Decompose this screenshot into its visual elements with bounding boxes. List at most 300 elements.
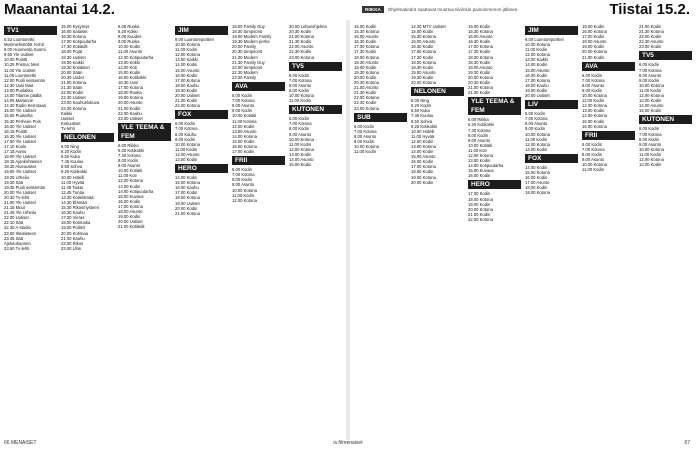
program-line: 23.00 Ilmatieteen [4, 230, 37, 236]
program-line: 15.30 Rikosmysteeri [61, 205, 99, 211]
program-line: 13.00 Kodin [468, 158, 491, 164]
program-line: 21.00 Kauhu [61, 235, 85, 241]
program-line: 14.00 Kodin [175, 62, 198, 68]
program-line: 9.25 Kotikokki [411, 123, 438, 129]
program-line: 19.00 Kodin [118, 214, 141, 220]
program-line: 21.00 Kodin [468, 211, 491, 217]
right-page [354, 24, 692, 432]
program-line: 22.00 Kodin [61, 90, 84, 96]
program-line: 6.50 Kuka [411, 108, 430, 114]
program-line: 21.00 Kodin [118, 105, 141, 111]
program-line: 11.00 Kodin [289, 98, 312, 104]
program-line: 15.00 Asunto [411, 154, 436, 160]
footer-center: is.fi/menaiset [333, 440, 363, 446]
program-line: 14.00 Kodin [411, 149, 434, 155]
program-line: 15.00 Kodin [639, 108, 662, 114]
program-line: 6.20 Kodin [61, 149, 82, 155]
program-line: 15.30 Kotona [468, 29, 493, 35]
program-line: 18.00 Kotiruoka [61, 220, 91, 226]
channel-heading: AVA [232, 82, 285, 91]
program-line: 16.30 Uusi [118, 80, 139, 86]
program-line: 9.00 Asunto [232, 182, 255, 188]
program-line: 19.00 Kotona [411, 174, 436, 180]
program-line: 13.00 Kodin [639, 162, 662, 168]
program-line: 20.00 Uutiset [525, 93, 550, 99]
program-line: 21.00 Modern [232, 54, 258, 60]
program-line: 19.00 Poliisit [61, 225, 85, 231]
program-line: 8.00 Asunto [289, 82, 312, 88]
program-line: 21.00 Kodin [175, 98, 198, 104]
program-line: 23.00 Kotona [289, 54, 314, 60]
program-line: 5.52 Luontoretki: [4, 37, 36, 42]
program-line: 16.00 Asunto [411, 39, 436, 45]
program-line: 23.00 Kauhuelokuva [61, 100, 100, 106]
program-line: 19.00 Asunto [468, 64, 493, 70]
program-line: 9.00 Luontoreportteri [525, 37, 564, 42]
program-line: 10.00 Kotona [639, 146, 664, 152]
program-line: 18.00 Kotona [175, 195, 200, 201]
program-line: 23.00 Ulos [61, 245, 82, 251]
program-line: 11.00 Kodin [232, 192, 255, 198]
program-line: 10.00 Kotona [232, 187, 257, 193]
program-line: 6.05 Ruoka [118, 24, 140, 29]
program-line: 21.30 Kotona [639, 29, 664, 35]
program-line: 22.00 Simpsonit [232, 64, 263, 70]
channel-heading: NELONEN [61, 133, 114, 142]
program-line: 11.00 Kotona [232, 118, 257, 124]
program-line: 8.00 Asunto [525, 121, 548, 127]
program-line: 22.30 Kodin [354, 100, 377, 106]
program-line: 15.30 Perheen Pois [4, 118, 41, 124]
program-line: 11.00 Kodin [525, 136, 548, 142]
program-line: 12.30 Uusi Maa [4, 82, 34, 88]
program-line: 17.00 Kotona [411, 49, 436, 55]
channel-heading: HERO [175, 164, 228, 173]
program-line: 13.00 Puolakka [4, 87, 33, 93]
program-line: 9.00 Asunto [639, 141, 662, 147]
channel-heading: LIV [525, 100, 578, 109]
program-line: 16.00 Kodin [175, 72, 198, 78]
program-line: 19.00 Yle Uutiset [4, 169, 36, 175]
listing-column [175, 24, 228, 432]
program-line: 14.00 Asunto [639, 103, 664, 109]
left-page [4, 24, 344, 432]
program-line: 17.00 Kodin [232, 149, 255, 155]
program-line: 12.00 Kotona [232, 197, 257, 203]
program-line: 17.15 Aamu [4, 149, 27, 155]
program-line: 6.00 Kodin [354, 123, 375, 129]
program-line: 10.00 Kotona [354, 143, 379, 149]
program-line: 10.00 Kotona [525, 131, 550, 137]
program-line: 6.00 Kodin [289, 116, 310, 122]
program-line: 17.30 Kodin [411, 54, 434, 60]
program-line: 15.00 Kodin [118, 69, 141, 75]
program-line: 9.25 Kotikokki [61, 169, 88, 175]
channel-heading: TV1 [4, 26, 57, 35]
program-line: 11.45 Taisto [61, 184, 84, 190]
program-line: 16.00 Kotikokki [118, 74, 147, 80]
program-line: 18.15 Ajankohtainen [4, 159, 42, 165]
program-line: 15.30 Kotona [411, 34, 436, 40]
program-line: 12.00 Kotona [118, 178, 143, 184]
program-line: 6.00 Kodin [582, 72, 603, 78]
program-line: 16.00 Kotona [582, 123, 607, 129]
program-line: 20.00 Kodin [175, 205, 198, 211]
program-line: 12.00 Kotipuutarha [118, 54, 154, 60]
listing-column [289, 24, 342, 432]
program-line: 18.00 Kotona [468, 54, 493, 60]
program-line: 9.00 Kodin [175, 136, 196, 142]
program-line: 21.30 Sään [61, 85, 83, 91]
program-line: 21.00 Kodin [639, 24, 662, 29]
program-line: 10.00 Kotona [289, 136, 314, 142]
program-line: 16.00 Kotona [232, 143, 257, 149]
program-line: 21.30 Kodin [468, 90, 491, 96]
program-line: 23.00 Kotona [354, 105, 379, 111]
program-line: 15.00 Kodin [582, 118, 605, 124]
program-line: 9.00 Kodin [525, 126, 546, 132]
program-line: 6.20 Kodin [411, 103, 432, 109]
program-line: 12.00 Kotona [582, 103, 607, 109]
listing-column [525, 24, 578, 432]
program-line: 17.00 Kotipuutarha [61, 39, 97, 45]
program-line: 13.00 Kaikki [175, 57, 198, 63]
program-line: 19.30 Kotona [354, 69, 379, 75]
program-line: 15.00 Asunto [175, 67, 200, 73]
program-line: 8.00 Kodin [232, 177, 253, 183]
program-line: 17.00 Kodin [582, 34, 605, 40]
program-line: 10.00 Hotelli [61, 174, 85, 180]
channel-heading: FOX [175, 110, 228, 119]
program-line: 20.00 Kotona [468, 206, 493, 212]
program-line: 8.00 Asunto [582, 82, 605, 88]
program-line: 18.00 Kauhu [175, 82, 199, 88]
program-line: 19.30 Kodin [468, 69, 491, 75]
program-line: 14.30 MTV Uutiset [411, 24, 446, 29]
program-line: 15.00 Kuvaus [118, 193, 144, 199]
program-line: 6.20 Kokki [118, 29, 138, 35]
program-line: 17.00 Kotona [525, 77, 550, 83]
program-line: 16.30 Kodin [411, 44, 434, 50]
program-line: 7.00 Kotona [354, 128, 377, 134]
channel-heading: YLE TEEMA & FEM [118, 123, 171, 141]
program-line: 17.00 Kotona [468, 44, 493, 50]
program-line: 13.00 Kodin [175, 156, 198, 162]
program-line: 15.00 Kodin [354, 24, 377, 29]
program-line: 16.00 Kodin [525, 72, 548, 78]
program-line: Kaikki [61, 110, 73, 116]
program-line: 12.00 Kotona [525, 141, 550, 147]
program-line: 19.00 Kodin [525, 87, 548, 93]
program-line: 12.00 Puoli seitsemän [4, 77, 46, 83]
program-line: 18.00 Kotona [468, 196, 493, 202]
program-line: 18.30 Asunto [354, 59, 379, 65]
program-line: 6.00 Kodin [175, 121, 196, 127]
program-line: 10.00 Kotiäiti [468, 142, 493, 148]
program-line: 20.00 Uutiset [118, 219, 143, 225]
program-line: 23.00 Uutiset [118, 115, 143, 121]
program-line: 21.00 Kotiäidit [118, 224, 145, 230]
program-line: 10.00 Hotelli [411, 128, 435, 134]
program-line: 6.00 Huomenta Suomi [4, 47, 46, 53]
channel-heading: YLE TEEMA & FEM [468, 97, 521, 115]
program-line: 18.00 Kodin [525, 185, 548, 191]
program-line: 19.00 Uutiset [175, 200, 200, 206]
program-line: 12.00 Kodin [411, 138, 434, 144]
program-line: 20.30 Kotona [354, 80, 379, 86]
program-line: 11.00 Kodin [289, 141, 312, 147]
program-line: 13.00 Asunto [232, 128, 257, 134]
listing-column [639, 24, 692, 432]
program-line: 19.00 Kodin [354, 64, 377, 70]
program-line: 17.10 Koulu [4, 143, 27, 149]
program-line: 21.45 Yle Urheilu [4, 210, 37, 216]
program-line: 19.00 Asunto [411, 69, 436, 75]
program-line: 10.00 Kotona [525, 42, 550, 48]
program-line: 6.00 Kodin [525, 111, 546, 117]
program-line: 20.00 Yle Uutiset [4, 189, 36, 195]
page-header [0, 0, 696, 20]
left-page-title: Maanantai 14.2. [4, 1, 115, 18]
program-line: 8.00 Asunto [354, 133, 377, 139]
program-line: 17.00 Kodin [468, 191, 491, 197]
program-line: 13.00 Kodin [582, 108, 605, 114]
footer-left: 66 MENAISET [4, 440, 37, 446]
program-line: 7.00 Kotona [289, 77, 312, 83]
program-line: 16.15 Pointti [4, 128, 28, 134]
program-line: 14.30 Radio Kerrotaan [4, 103, 47, 109]
program-line: 15.00 Asunto [525, 67, 550, 73]
program-line: 17.00 Kotona [118, 203, 143, 209]
program-line: 7.00 Kotona [639, 131, 662, 137]
program-line: 10.00 Kotiäiti [232, 113, 257, 119]
program-line: 18.00 Family Guy [232, 24, 265, 29]
program-line: 21.00 Asunto [354, 85, 379, 91]
program-line: 22.00 Kotona [354, 95, 379, 101]
program-line: 18.00 Kotona [354, 54, 379, 60]
program-line: 17.00 Kotona [411, 164, 436, 170]
program-line: 10.00 Kotona [175, 42, 200, 48]
program-line: 23.50 Tv-lehti [4, 245, 30, 251]
program-line: 20.00 Family [232, 44, 256, 50]
program-line: 21.00 Kotona [468, 85, 493, 91]
program-line: 15.00 Kodin [468, 24, 491, 29]
program-line: 16.00 Yle Uutiset [4, 123, 36, 129]
program-line: 7.00 Kotona [289, 121, 312, 127]
program-line: 9.00 Luontoreportteri [175, 37, 214, 42]
program-line: 6.00 Kodin [639, 126, 660, 132]
program-line: 19.00 Modern Family [232, 34, 272, 40]
program-line: 21.15 Muut [4, 205, 25, 211]
program-line: 7.30 Kotona [118, 152, 141, 158]
program-line: 9.00 Kodin [232, 108, 253, 114]
program-line: 15.00 Kotona [175, 180, 200, 186]
banner [362, 6, 519, 13]
channel-heading: TV5 [639, 51, 692, 60]
program-line: 14.00 Asunto [289, 156, 314, 162]
program-line: 22.30 Kodin [289, 49, 312, 55]
program-line: 22.00 Kotona [468, 216, 493, 222]
program-line: 9.00 Ruoka [118, 39, 140, 45]
program-line: 14.00 Kodin [525, 62, 548, 68]
program-line: 19.00 Kodin [582, 44, 605, 50]
program-line: 18.00 Yle Uutiset [4, 154, 36, 160]
program-line: 17.30 Kodin [354, 49, 377, 55]
program-line: 17.00 Kotona [354, 44, 379, 50]
program-line: 22.30 Asunto [639, 39, 664, 45]
program-line: 6.00 Riikka [118, 142, 139, 148]
program-line: 16.00 Kodin [411, 159, 434, 165]
program-line: 8.00 Kodin [289, 126, 310, 132]
program-line: 13.00 Kodin [525, 146, 548, 152]
program-line: Merimiehistöllä. Kohti [4, 42, 44, 48]
program-line: 18.30 Alueuutiset [4, 164, 37, 170]
program-line: 23.45 Sää [4, 235, 24, 241]
program-line: 14.00 Kotona [232, 133, 257, 139]
program-line: 11.00 Kodin [175, 146, 198, 152]
program-line: 7.45 Kuuluu [411, 113, 434, 119]
program-line: 20.00 Kotimaa [61, 230, 89, 236]
program-line: 17.00 Vieras [61, 215, 85, 221]
program-line: 6.00 Kodin [289, 72, 310, 78]
program-line: 11.00 Kodin [639, 87, 662, 93]
program-line: 15.00 Kuvaus [468, 168, 494, 174]
program-line: 8.50 Sohva [61, 164, 83, 170]
program-line: 20.00 Kotona [468, 74, 493, 80]
program-line: 8.00 Kodin [118, 158, 139, 164]
program-line: 14.00 Kodin [175, 175, 198, 181]
program-line: 11.00 Kodin [354, 149, 377, 155]
program-line: 18.30 Uutiset [61, 54, 86, 60]
channel-heading: SUB [354, 113, 407, 122]
program-line: 19.00 Kotona [118, 95, 143, 101]
program-line: 20.00 Asunto [118, 100, 143, 106]
program-line: 7.30 Kotona [468, 127, 491, 133]
program-line: 15.00 Kotona [525, 169, 550, 175]
program-line: 16.30 Kotona [61, 34, 86, 40]
program-line: 6.30 Kotikokki [468, 122, 495, 128]
banner-text: Ohjelmatiedot saattavat muuttua tiiviinkin painoinmenon jälkeen. [387, 7, 519, 12]
program-line: 16.00 Kodin [118, 198, 141, 204]
program-line: 11.00 Koti [118, 173, 137, 179]
program-line: 12.45 Tuntia [61, 189, 85, 195]
program-line: 16.30 Kauhu [61, 210, 85, 216]
program-line: 6.00 Kodin [232, 93, 253, 99]
program-line: 11.00 Kodin [525, 47, 548, 53]
page-footer [0, 436, 696, 450]
channel-heading: JIM [175, 26, 228, 35]
program-line: 11.00 Yle Uutiset [4, 67, 36, 73]
program-line: 13.00 Kotona [411, 143, 436, 149]
program-line: 20.30 Tv-lehti [4, 194, 30, 200]
program-line: 6.00 Ning [411, 98, 429, 104]
program-line: 18.30 Kodin [468, 59, 491, 65]
program-line: 6.00 Kodin [639, 62, 660, 68]
listing-column [118, 24, 171, 432]
program-line: 17.00 Kodin [175, 190, 198, 196]
program-line: 20.00 Kotona [582, 49, 607, 55]
program-line: 7.00 Kotona [232, 172, 255, 178]
program-line: 20.30 Simpsonit [232, 49, 263, 55]
program-line: 21.30 Family Guy [232, 59, 265, 65]
program-line: 8.00 Kuudes [118, 34, 142, 40]
program-line: 10.00 Kotona [639, 82, 664, 88]
program-line: 17.00 Yle Uutiset [4, 138, 36, 144]
program-line: 19.00 Kaikki [61, 59, 84, 65]
program-line: 16.00 Salaiset [61, 29, 88, 35]
listing-column [4, 24, 57, 432]
program-line: 19.30 Kotiäitien [61, 64, 90, 70]
program-line: 7.00 Kotona [525, 116, 548, 122]
program-line: 8.50 Sohva [411, 118, 433, 124]
right-page-title: Tiistai 15.2. [609, 1, 690, 18]
program-line: 19.00 Kotona [525, 190, 550, 196]
program-line: 22.30 A-studio [4, 225, 31, 231]
program-line: 17.00 Kotona [175, 77, 200, 83]
program-line: 8.00 Kodin [468, 132, 489, 138]
program-line: 9.00 Asunto [468, 137, 491, 143]
channel-heading: JIM [525, 26, 578, 35]
program-line: 13.00 Kodin [639, 98, 662, 104]
program-line: 13.00 Kokki [118, 59, 140, 65]
program-line: 13.00 Kodin [118, 183, 141, 189]
program-line: 21.00 Kotona [175, 210, 200, 216]
program-line: 14.00 Kotipuutarha [118, 188, 154, 194]
program-line: 18.00 Pojat [61, 49, 83, 55]
program-line: 9.00 Kodin [582, 87, 603, 93]
program-line: 15.00 Kodin [232, 138, 255, 144]
program-line: 16.30 Kodin [354, 39, 377, 45]
program-line: 11.00 Asunto [118, 49, 143, 55]
program-line: 22.30 Uutiset [61, 95, 86, 101]
program-line: 9.00 Asunto [118, 163, 141, 169]
program-line: 15.00 Kodin [411, 29, 434, 35]
program-line: 22.00 Rikos [61, 240, 84, 246]
program-line: 6.30 Kotikokki [118, 147, 145, 153]
program-line: 15.00 Kodin [289, 162, 312, 168]
program-line: 18.00 Kauhu [525, 82, 549, 88]
program-line: 18.00 Ruoka [118, 90, 142, 96]
channel-heading: TV5 [289, 62, 342, 71]
program-line: 22.30 Modern [232, 69, 258, 75]
channel-heading: NELONEN [411, 87, 464, 96]
program-line: 10.00 Kotona [175, 141, 200, 147]
program-line: 11.05 Luontoretki [4, 72, 37, 78]
listing-column [232, 24, 285, 432]
program-line: 15.00 Kodin [582, 24, 605, 29]
program-line: 20.30 Kodin [289, 29, 312, 35]
program-line: 21.00 Kotona [289, 34, 314, 40]
program-line: 10.00 Kodin [118, 44, 141, 50]
listing-column [582, 24, 635, 432]
program-line: 7.00 Kotona [232, 98, 255, 104]
program-line: 18.30 Kodin [411, 64, 434, 70]
program-line: 18.30 Simpsonit [232, 29, 263, 35]
program-line: 12.00 Kotona [639, 156, 664, 162]
program-line: 19.30 Modern perhe [232, 39, 270, 45]
program-line: 7.00 Kotona [639, 67, 662, 73]
program-line: 14.00 Kotona [582, 113, 607, 119]
program-line: 21.00 Yle Uutiset [4, 200, 36, 205]
program-line: 16.00 Kodin [468, 173, 491, 179]
program-line: 7.00 Kotona [582, 146, 605, 152]
program-line: 16.00 Asunto [354, 34, 379, 40]
program-line: 7.00 Kotona [582, 77, 605, 83]
program-line: 22.10 Sää [4, 220, 24, 226]
program-line: 18.00 Kodin [411, 169, 434, 175]
listing-column [61, 24, 114, 432]
program-line: 14.05 Marianne [4, 98, 34, 104]
